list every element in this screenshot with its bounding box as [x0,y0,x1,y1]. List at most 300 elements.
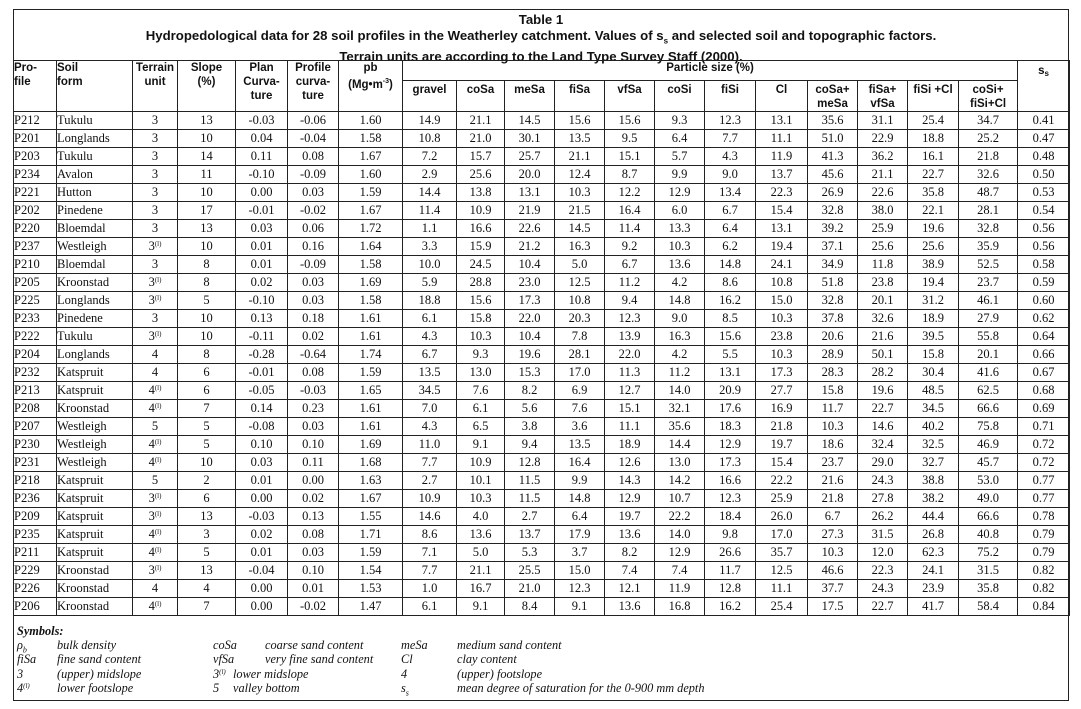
cell-profile-curvature: 0.08 [288,526,339,544]
table-note: Terrain units are according to the Land Type Survey Staff (2000). [339,48,743,64]
cell-ss: 0.82 [1018,562,1070,580]
cell-particle: 12.3 [555,580,605,598]
cell-soil-form: Longlands [57,346,133,364]
cell-particle: 62.5 [959,382,1018,400]
cell-particle: 10.3 [808,418,858,436]
cell-particle: 6.7 [705,202,756,220]
cell-ss: 0.56 [1018,220,1070,238]
cell-soil-form: Westleigh [57,436,133,454]
cell-profile: P225 [14,292,57,310]
cell-particle: 13.4 [705,184,756,202]
cell-particle: 11.2 [605,274,655,292]
cell-profile: P213 [14,382,57,400]
cell-profile-curvature: 0.23 [288,400,339,418]
cell-soil-form: Avalon [57,166,133,184]
cell-profile: P206 [14,598,57,616]
cell-particle: 12.2 [605,184,655,202]
cell-ss: 0.66 [1018,346,1070,364]
cell-particle: 34.7 [959,112,1018,130]
cell-particle: 3.8 [505,418,555,436]
cell-profile-curvature: 0.03 [288,292,339,310]
cell-ss: 0.71 [1018,418,1070,436]
cell-particle: 10.3 [808,544,858,562]
cell-particle: 21.0 [505,580,555,598]
cell-profile: P234 [14,166,57,184]
cell-ss: 0.78 [1018,508,1070,526]
cell-particle: 21.8 [808,490,858,508]
cell-particle: 35.9 [959,238,1018,256]
cell-soil-form: Tukulu [57,328,133,346]
cell-particle: 20.9 [705,382,756,400]
cell-plan-curvature: -0.11 [236,328,288,346]
table-row [14,598,1070,616]
cell-plan-curvature: 0.01 [236,544,288,562]
table-row [14,274,1070,292]
cell-particle: 13.7 [505,526,555,544]
cell-particle: 14.3 [605,472,655,490]
cell-soil-form: Katspruit [57,472,133,490]
cell-slope: 10 [178,184,236,202]
table-row [14,202,1070,220]
cell-terrain-unit: 5 [133,418,178,436]
cell-soil-form: Katspruit [57,526,133,544]
soil-data-table [13,60,1070,616]
cell-soil-form: Kroonstad [57,400,133,418]
cell-particle: 7.6 [457,382,505,400]
cell-plan-curvature: 0.00 [236,580,288,598]
cell-particle: 12.5 [756,562,808,580]
cell-particle: 37.8 [808,310,858,328]
cell-terrain-unit: 3 [133,148,178,166]
cell-particle: 55.8 [959,328,1018,346]
cell-ss: 0.72 [1018,436,1070,454]
cell-soil-form: Bloemdal [57,220,133,238]
cell-particle: 46.9 [959,436,1018,454]
cell-particle: 11.1 [605,418,655,436]
cell-soil-form: Kroonstad [57,598,133,616]
cell-particle: 13.8 [457,184,505,202]
cell-particle: 25.6 [908,238,959,256]
cell-slope: 8 [178,274,236,292]
cell-particle: 10.8 [403,130,457,148]
symbol-term: 4$^{(l)}$ [17,680,30,695]
cell-particle: 21.5 [555,202,605,220]
cell-particle: 6.1 [403,310,457,328]
cell-particle: 34.5 [908,400,959,418]
cell-particle: 35.8 [959,580,1018,598]
cell-particle: 30.1 [505,130,555,148]
cell-plan-curvature: 0.13 [236,310,288,328]
cell-particle: 66.6 [959,508,1018,526]
symbol-row [17,680,1057,698]
cell-particle: 10.0 [403,256,457,274]
cell-profile: P201 [14,130,57,148]
cell-particle: 6.7 [808,508,858,526]
cell-profile-curvature: -0.04 [288,130,339,148]
cell-particle: 31.5 [959,562,1018,580]
cell-ss: 0.47 [1018,130,1070,148]
cell-terrain-unit: 4$^{(l)}$ [133,436,178,454]
cell-particle: 18.4 [705,508,756,526]
cell-ss: 0.56 [1018,238,1070,256]
table-row [14,544,1070,562]
cell-particle: 12.5 [555,274,605,292]
cell-profile: P235 [14,526,57,544]
cell-particle: 22.6 [858,184,908,202]
cell-particle: 17.0 [756,526,808,544]
cell-particle: 28.2 [858,364,908,382]
cell-particle: 21.2 [505,238,555,256]
cell-particle: 14.8 [705,256,756,274]
cell-slope: 8 [178,256,236,274]
cell-bulk-density: 1.67 [339,148,403,166]
cell-particle: 24.3 [858,580,908,598]
cell-slope: 11 [178,166,236,184]
cell-particle: 9.3 [457,346,505,364]
cell-particle: 51.8 [808,274,858,292]
cell-particle: 7.7 [403,454,457,472]
cell-bulk-density: 1.74 [339,346,403,364]
table-row [14,382,1070,400]
table-row [14,436,1070,454]
cell-particle: 7.2 [403,148,457,166]
cell-particle: 9.1 [457,436,505,454]
cell-profile-curvature: 0.00 [288,472,339,490]
cell-particle: 11.4 [605,220,655,238]
cell-bulk-density: 1.59 [339,364,403,382]
cell-ss: 0.41 [1018,112,1070,130]
cell-plan-curvature: 0.02 [236,526,288,544]
cell-plan-curvature: -0.28 [236,346,288,364]
cell-particle: 22.2 [756,472,808,490]
cell-bulk-density: 1.60 [339,166,403,184]
symbol-description: very fine sand content [265,652,374,667]
cell-particle: 22.3 [756,184,808,202]
table-row [14,526,1070,544]
cell-slope: 13 [178,508,236,526]
cell-plan-curvature: -0.01 [236,364,288,382]
cell-particle: 41.6 [959,364,1018,382]
symbol-term: meSa [401,638,428,653]
cell-particle: 16.4 [605,202,655,220]
header-particle-col: coSa+ meSa [808,81,858,112]
cell-particle: 19.4 [756,238,808,256]
cell-terrain-unit: 4 [133,364,178,382]
cell-particle: 19.7 [756,436,808,454]
cell-terrain-unit: 4$^{(l)}$ [133,454,178,472]
cell-particle: 6.1 [457,400,505,418]
cell-particle: 28.1 [555,346,605,364]
cell-particle: 8.7 [605,166,655,184]
cell-slope: 7 [178,598,236,616]
cell-particle: 26.2 [858,508,908,526]
cell-bulk-density: 1.61 [339,400,403,418]
symbol-term: 3$^{(l)}$ [213,666,226,681]
cell-particle: 51.0 [808,130,858,148]
cell-particle: 26.0 [756,508,808,526]
symbol-term: fiSa [17,652,37,667]
cell-particle: 22.7 [858,598,908,616]
table-row [14,238,1070,256]
cell-particle: 22.6 [505,220,555,238]
symbol-description: clay content [457,652,517,667]
cell-particle: 25.7 [505,148,555,166]
cell-particle: 12.9 [605,490,655,508]
cell-particle: 15.7 [457,148,505,166]
cell-soil-form: Katspruit [57,508,133,526]
cell-particle: 37.1 [808,238,858,256]
cell-bulk-density: 1.67 [339,202,403,220]
cell-particle: 6.7 [403,346,457,364]
cell-profile: P237 [14,238,57,256]
cell-plan-curvature: 0.01 [236,238,288,256]
cell-particle: 16.1 [908,148,959,166]
header-slope: Slope (%) [178,61,236,112]
cell-terrain-unit: 3$^{(l)}$ [133,328,178,346]
cell-particle: 25.2 [959,130,1018,148]
cell-profile-curvature: 0.18 [288,310,339,328]
cell-profile-curvature: -0.02 [288,598,339,616]
cell-profile: P233 [14,310,57,328]
cell-particle: 9.5 [605,130,655,148]
cell-ss: 0.60 [1018,292,1070,310]
cell-particle: 12.0 [858,544,908,562]
cell-soil-form: Longlands [57,130,133,148]
cell-particle: 9.0 [705,166,756,184]
cell-particle: 5.6 [505,400,555,418]
cell-particle: 28.1 [959,202,1018,220]
cell-particle: 6.1 [403,598,457,616]
cell-particle: 16.6 [705,472,756,490]
cell-particle: 7.4 [655,562,705,580]
cell-particle: 49.0 [959,490,1018,508]
cell-profile-curvature: 0.08 [288,364,339,382]
cell-particle: 7.0 [403,400,457,418]
cell-particle: 17.3 [756,364,808,382]
cell-particle: 18.9 [605,436,655,454]
cell-particle: 13.6 [605,526,655,544]
cell-plan-curvature: 0.00 [236,490,288,508]
cell-particle: 28.8 [457,274,505,292]
table-description: Hydropedological data for 28 soil profiles in the Weatherley catchment. Values of $s_s$ and selected soil and topographic factors. [145,27,937,46]
cell-terrain-unit: 4$^{(l)}$ [133,598,178,616]
cell-bulk-density: 1.64 [339,238,403,256]
cell-ss: 0.84 [1018,598,1070,616]
cell-particle: 39.2 [808,220,858,238]
symbol-term: 5 [213,680,220,695]
cell-plan-curvature: 0.04 [236,130,288,148]
cell-particle: 32.7 [908,454,959,472]
cell-particle: 22.0 [505,310,555,328]
cell-particle: 11.0 [403,436,457,454]
cell-particle: 12.1 [605,580,655,598]
cell-profile: P212 [14,112,57,130]
cell-particle: 14.8 [555,490,605,508]
cell-terrain-unit: 3 [133,202,178,220]
cell-particle: 10.3 [457,328,505,346]
cell-particle: 11.2 [655,364,705,382]
cell-particle: 9.4 [605,292,655,310]
cell-particle: 6.4 [705,220,756,238]
cell-profile-curvature: 0.10 [288,562,339,580]
cell-particle: 32.8 [808,292,858,310]
cell-particle: 16.3 [655,328,705,346]
symbol-row [17,652,1057,666]
cell-particle: 9.9 [555,472,605,490]
cell-bulk-density: 1.69 [339,436,403,454]
cell-particle: 12.3 [605,310,655,328]
cell-profile-curvature: 0.03 [288,544,339,562]
cell-profile-curvature: -0.06 [288,112,339,130]
table-row [14,148,1070,166]
cell-slope: 10 [178,130,236,148]
cell-profile: P226 [14,580,57,598]
cell-particle: 8.4 [505,598,555,616]
cell-terrain-unit: 3 [133,166,178,184]
cell-particle: 75.8 [959,418,1018,436]
table-row [14,472,1070,490]
cell-profile-curvature: 0.03 [288,184,339,202]
cell-profile-curvature: -0.09 [288,256,339,274]
cell-particle: 12.7 [605,382,655,400]
symbol-description: (upper) midslope [57,666,142,681]
cell-particle: 14.2 [655,472,705,490]
cell-particle: 52.5 [959,256,1018,274]
cell-particle: 28.3 [808,364,858,382]
cell-particle: 35.6 [808,112,858,130]
cell-soil-form: Pinedene [57,310,133,328]
cell-particle: 32.8 [808,202,858,220]
cell-slope: 5 [178,292,236,310]
cell-particle: 25.4 [756,598,808,616]
cell-particle: 75.2 [959,544,1018,562]
table-row [14,562,1070,580]
cell-particle: 37.7 [808,580,858,598]
cell-particle: 5.9 [403,274,457,292]
cell-particle: 13.5 [555,130,605,148]
header-particle-col: fiSi [705,81,756,112]
cell-particle: 10.3 [756,346,808,364]
cell-particle: 40.2 [908,418,959,436]
cell-particle: 13.5 [403,364,457,382]
header-particle-col: gravel [403,81,457,112]
cell-particle: 2.7 [403,472,457,490]
cell-particle: 6.0 [655,202,705,220]
cell-particle: 31.1 [858,112,908,130]
cell-particle: 9.1 [555,598,605,616]
symbol-description: bulk density [57,638,117,653]
cell-particle: 22.7 [858,400,908,418]
cell-terrain-unit: 4$^{(l)}$ [133,526,178,544]
header-particle-col: fiSi +Cl [908,81,959,112]
cell-particle: 24.5 [457,256,505,274]
cell-bulk-density: 1.68 [339,454,403,472]
cell-bulk-density: 1.65 [339,382,403,400]
cell-slope: 10 [178,328,236,346]
header-particle-col: coSa [457,81,505,112]
symbol-term: 4 [401,666,408,681]
table-row [14,580,1070,598]
cell-particle: 23.7 [959,274,1018,292]
cell-particle: 4.3 [403,418,457,436]
cell-bulk-density: 1.61 [339,418,403,436]
cell-particle: 19.7 [605,508,655,526]
cell-particle: 27.3 [808,526,858,544]
cell-terrain-unit: 4$^{(l)}$ [133,400,178,418]
symbol-row [17,638,1057,655]
cell-particle: 21.1 [555,148,605,166]
cell-plan-curvature: -0.05 [236,382,288,400]
cell-slope: 3 [178,526,236,544]
cell-soil-form: Katspruit [57,544,133,562]
header-particle-col: coSi [655,81,705,112]
cell-ss: 0.68 [1018,382,1070,400]
cell-terrain-unit: 3$^{(l)}$ [133,274,178,292]
cell-profile: P221 [14,184,57,202]
cell-slope: 13 [178,112,236,130]
cell-particle: 10.1 [457,472,505,490]
cell-particle: 41.3 [808,148,858,166]
cell-soil-form: Katspruit [57,490,133,508]
cell-particle: 10.8 [756,274,808,292]
cell-profile: P205 [14,274,57,292]
cell-particle: 15.0 [756,292,808,310]
cell-plan-curvature: -0.04 [236,562,288,580]
cell-particle: 34.5 [403,382,457,400]
cell-ss: 0.62 [1018,310,1070,328]
cell-particle: 11.8 [858,256,908,274]
cell-soil-form: Westleigh [57,454,133,472]
cell-particle: 18.6 [808,436,858,454]
cell-particle: 23.8 [756,328,808,346]
cell-profile: P222 [14,328,57,346]
cell-particle: 38.8 [908,472,959,490]
cell-particle: 10.9 [403,490,457,508]
cell-soil-form: Hutton [57,184,133,202]
cell-plan-curvature: -0.01 [236,202,288,220]
cell-particle: 19.4 [908,274,959,292]
cell-particle: 25.9 [858,220,908,238]
cell-particle: 12.9 [655,544,705,562]
cell-particle: 9.3 [655,112,705,130]
cell-particle: 35.7 [756,544,808,562]
cell-particle: 5.0 [457,544,505,562]
cell-particle: 10.4 [505,328,555,346]
cell-particle: 21.6 [808,472,858,490]
cell-terrain-unit: 3$^{(l)}$ [133,292,178,310]
cell-particle: 12.3 [705,112,756,130]
cell-profile: P230 [14,436,57,454]
table-row [14,364,1070,382]
cell-ss: 0.59 [1018,274,1070,292]
cell-particle: 12.6 [605,454,655,472]
cell-particle: 12.9 [705,436,756,454]
cell-terrain-unit: 3$^{(l)}$ [133,238,178,256]
cell-particle: 35.8 [908,184,959,202]
cell-particle: 17.0 [555,364,605,382]
symbols-legend [17,624,1057,698]
symbols-title: Symbols: [17,624,64,638]
cell-soil-form: Tukulu [57,112,133,130]
cell-bulk-density: 1.67 [339,490,403,508]
cell-bulk-density: 1.71 [339,526,403,544]
cell-particle: 15.3 [505,364,555,382]
symbol-description: mean degree of saturation for the 0-900 mm depth [457,680,705,695]
cell-slope: 6 [178,490,236,508]
table-row [14,418,1070,436]
header-terrain-unit: Terrain unit [133,61,178,112]
cell-bulk-density: 1.53 [339,580,403,598]
